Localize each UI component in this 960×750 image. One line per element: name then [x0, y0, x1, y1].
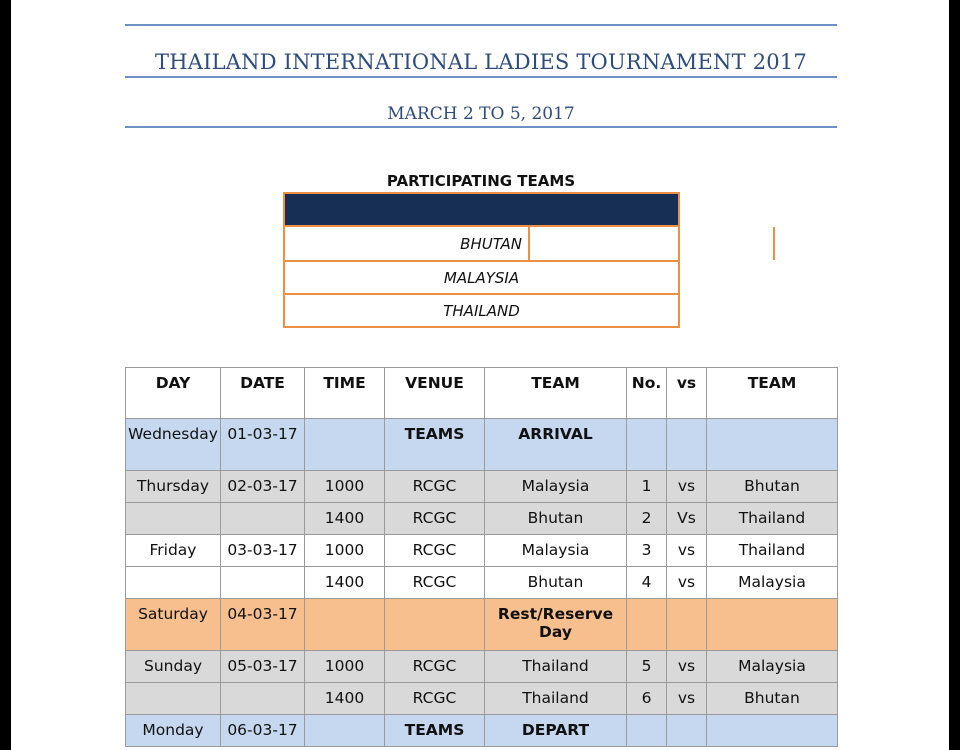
col-day: DAY: [126, 368, 221, 419]
cell-vs: vs: [667, 567, 707, 599]
cell-date: 02-03-17: [221, 471, 305, 503]
cell-date: 04-03-17: [221, 599, 305, 651]
cell-opponent: Bhutan: [707, 683, 838, 715]
table-row: [126, 651, 838, 683]
cell-date: 06-03-17: [221, 715, 305, 747]
cell-team: ARRIVAL: [485, 419, 627, 471]
cell-venue: RCGC: [385, 651, 485, 683]
team-name: BHUTAN: [285, 227, 530, 260]
cell-day: Friday: [126, 535, 221, 567]
cell-time: [305, 715, 385, 747]
cell-no: [627, 599, 667, 651]
cell-day: Thursday: [126, 471, 221, 503]
cell-date: [221, 503, 305, 535]
top-rule: [125, 24, 837, 26]
cell-no: [627, 419, 667, 471]
cell-opponent: Malaysia: [707, 651, 838, 683]
cell-team: Bhutan: [485, 567, 627, 599]
table-row: [126, 471, 838, 503]
participating-heading: PARTICIPATING TEAMS: [386, 172, 576, 190]
cell-team: Thailand: [485, 683, 627, 715]
empty-cell: [530, 227, 775, 260]
cell-day: [126, 567, 221, 599]
cell-time: 1400: [305, 567, 385, 599]
col-team: TEAM: [485, 368, 627, 419]
cell-venue: TEAMS: [385, 419, 485, 471]
cell-date: 03-03-17: [221, 535, 305, 567]
cell-date: [221, 683, 305, 715]
team-row: [285, 293, 678, 326]
cell-team: Rest/Reserve Day: [485, 599, 627, 651]
cell-no: 3: [627, 535, 667, 567]
team-row: [285, 227, 678, 260]
team-name: THAILAND: [443, 301, 520, 320]
cell-day: Monday: [126, 715, 221, 747]
cell-no: 2: [627, 503, 667, 535]
col-date: DATE: [221, 368, 305, 419]
participating-teams-table: [283, 192, 680, 328]
cell-team: Malaysia: [485, 535, 627, 567]
cell-date: [221, 567, 305, 599]
cell-team: Malaysia: [485, 471, 627, 503]
cell-team: DEPART: [485, 715, 627, 747]
document-page: [11, 0, 949, 750]
cell-opponent: Malaysia: [707, 567, 838, 599]
cell-date: 01-03-17: [221, 419, 305, 471]
cell-vs: Vs: [667, 503, 707, 535]
cell-no: 1: [627, 471, 667, 503]
cell-vs: [667, 599, 707, 651]
cell-day: Saturday: [126, 599, 221, 651]
team-row: [285, 260, 678, 293]
schedule-table: [125, 367, 838, 747]
cell-time: 1400: [305, 503, 385, 535]
table-row: [126, 567, 838, 599]
cell-time: [305, 419, 385, 471]
cell-opponent: [707, 419, 838, 471]
cell-opponent: Bhutan: [707, 471, 838, 503]
cell-venue: RCGC: [385, 503, 485, 535]
cell-day: [126, 683, 221, 715]
col-no: No.: [627, 368, 667, 419]
table-row: [126, 599, 838, 651]
cell-venue: TEAMS: [385, 715, 485, 747]
schedule-header-row: [126, 368, 838, 419]
col-vs: vs: [667, 368, 707, 419]
col-time: TIME: [305, 368, 385, 419]
cell-team: Thailand: [485, 651, 627, 683]
cell-no: 6: [627, 683, 667, 715]
cell-vs: [667, 419, 707, 471]
cell-time: 1000: [305, 651, 385, 683]
cell-time: 1400: [305, 683, 385, 715]
cell-no: 4: [627, 567, 667, 599]
cell-day: Sunday: [126, 651, 221, 683]
cell-no: 5: [627, 651, 667, 683]
cell-opponent: Thailand: [707, 535, 838, 567]
cell-opponent: Thailand: [707, 503, 838, 535]
tournament-dates: MARCH 2 TO 5, 2017: [387, 104, 575, 124]
table-row: [126, 503, 838, 535]
cell-venue: [385, 599, 485, 651]
cell-time: 1000: [305, 471, 385, 503]
col-opponent: TEAM: [707, 368, 838, 419]
dates-rule: [125, 126, 837, 128]
cell-no: [627, 715, 667, 747]
title-rule: [125, 76, 837, 78]
cell-vs: vs: [667, 471, 707, 503]
cell-vs: [667, 715, 707, 747]
tournament-title: THAILAND INTERNATIONAL LADIES TOURNAMENT 2017: [155, 50, 807, 74]
table-row: [126, 683, 838, 715]
cell-vs: vs: [667, 651, 707, 683]
col-venue: VENUE: [385, 368, 485, 419]
cell-venue: RCGC: [385, 471, 485, 503]
table-row: [126, 419, 838, 471]
table-row: [126, 715, 838, 747]
cell-date: 05-03-17: [221, 651, 305, 683]
cell-venue: RCGC: [385, 683, 485, 715]
table-row: [126, 535, 838, 567]
cell-opponent: [707, 715, 838, 747]
cell-time: 1000: [305, 535, 385, 567]
team-name: MALAYSIA: [443, 268, 520, 287]
cell-day: [126, 503, 221, 535]
cell-opponent: [707, 599, 838, 651]
cell-venue: RCGC: [385, 535, 485, 567]
cell-time: [305, 599, 385, 651]
cell-team: Bhutan: [485, 503, 627, 535]
participating-header-bar: [285, 194, 678, 227]
cell-vs: vs: [667, 683, 707, 715]
cell-day: Wednesday: [126, 419, 221, 471]
cell-vs: vs: [667, 535, 707, 567]
cell-venue: RCGC: [385, 567, 485, 599]
